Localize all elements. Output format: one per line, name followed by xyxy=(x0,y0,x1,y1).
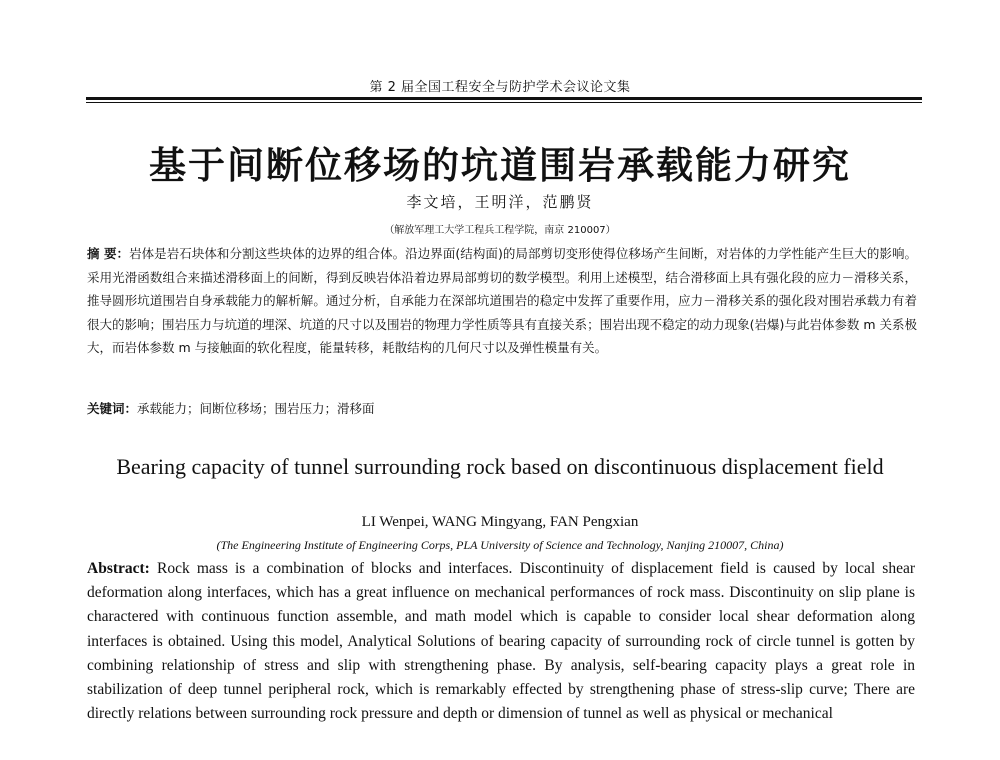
chinese-abstract-text: 岩体是岩石块体和分割这些块体的边界的组合体。沿边界面(结构面)的局部剪切变形使得位移场产生间断，对岩体的力学性能产生巨大的影响。采用光滑函数组合来描述滑移面上的间断，得到反映岩体沿着边界局部剪切的数学模型。利用上述模型，结合滑移面上具有强化段的应力－滑移关系，推导圆形坑道围岩自身承载能力的解析解。通过分析，自承能力在深部坑道围岩的稳定中发挥了重要作用，应力－滑移关系的强化段对围岩承载力有着很大的影响；围岩压力与坑道的埋深、坑道的尺寸以及围岩的物理力学性质等具有直接关系；围岩出现不稳定的动力现象(岩爆)与此岩体参数 m 关系极大，而岩体参数 m 与接触面的软化程度，能量转移，耗散结构的几何尺寸以及弹性模量有关。 xyxy=(87,246,917,355)
chinese-title: 基于间断位移场的坑道围岩承载能力研究 xyxy=(149,144,851,187)
english-title: Bearing capacity of tunnel surrounding rock based on discontinuous displacement field xyxy=(116,454,884,479)
chinese-abstract-label: 摘 要： xyxy=(87,246,130,261)
english-abstract-label: Abstract: xyxy=(87,560,150,577)
chinese-affiliation: （解放军理工大学工程兵工程学院，南京 210007） xyxy=(384,225,616,236)
running-head: 第 2 届全国工程安全与防护学术会议论文集 xyxy=(369,80,631,95)
chinese-keywords xyxy=(87,397,917,420)
chinese-authors: 李文培，王明洋，范鹏贤 xyxy=(406,193,594,211)
header-rule-thin xyxy=(86,102,922,103)
chinese-keywords-text: 承载能力；间断位移场；围岩压力；滑移面 xyxy=(137,401,375,416)
english-abstract-text: Rock mass is a combination of blocks and interfaces. Discontinuity of displacement field is caused by local shear deformation along interfaces, which has a great influence on mechanical performances of rock mass. Discontinuity on slip plane is charactered with continuous function assemble, and math model which is capable to consider local shear deformation along interfaces is obtained. Using this model, Analytical Solutions of bearing capacity of surrounding rock of circle tunnel is gotten by combining relationship of stress and slip with strengthening phase. By analysis, self-bearing capacity plays a great role in stabilization of deep tunnel peripheral rock, which is remarkably effected by strengthening phase of stress-slip curve; There are directly relations between surrounding rock pressure and depth or dimension of tunnel as well as physical or mechanical xyxy=(87,560,916,723)
english-authors: LI Wenpei, WANG Mingyang, FAN Pengxian xyxy=(361,514,639,530)
english-abstract xyxy=(87,557,915,726)
header-rule-thick xyxy=(86,97,922,100)
english-affiliation: (The Engineering Institute of Engineering Corps, PLA University of Science and Technology, Nanjing 210007, China) xyxy=(216,538,784,552)
chinese-abstract xyxy=(87,242,917,360)
chinese-keywords-label: 关键词： xyxy=(87,401,138,416)
